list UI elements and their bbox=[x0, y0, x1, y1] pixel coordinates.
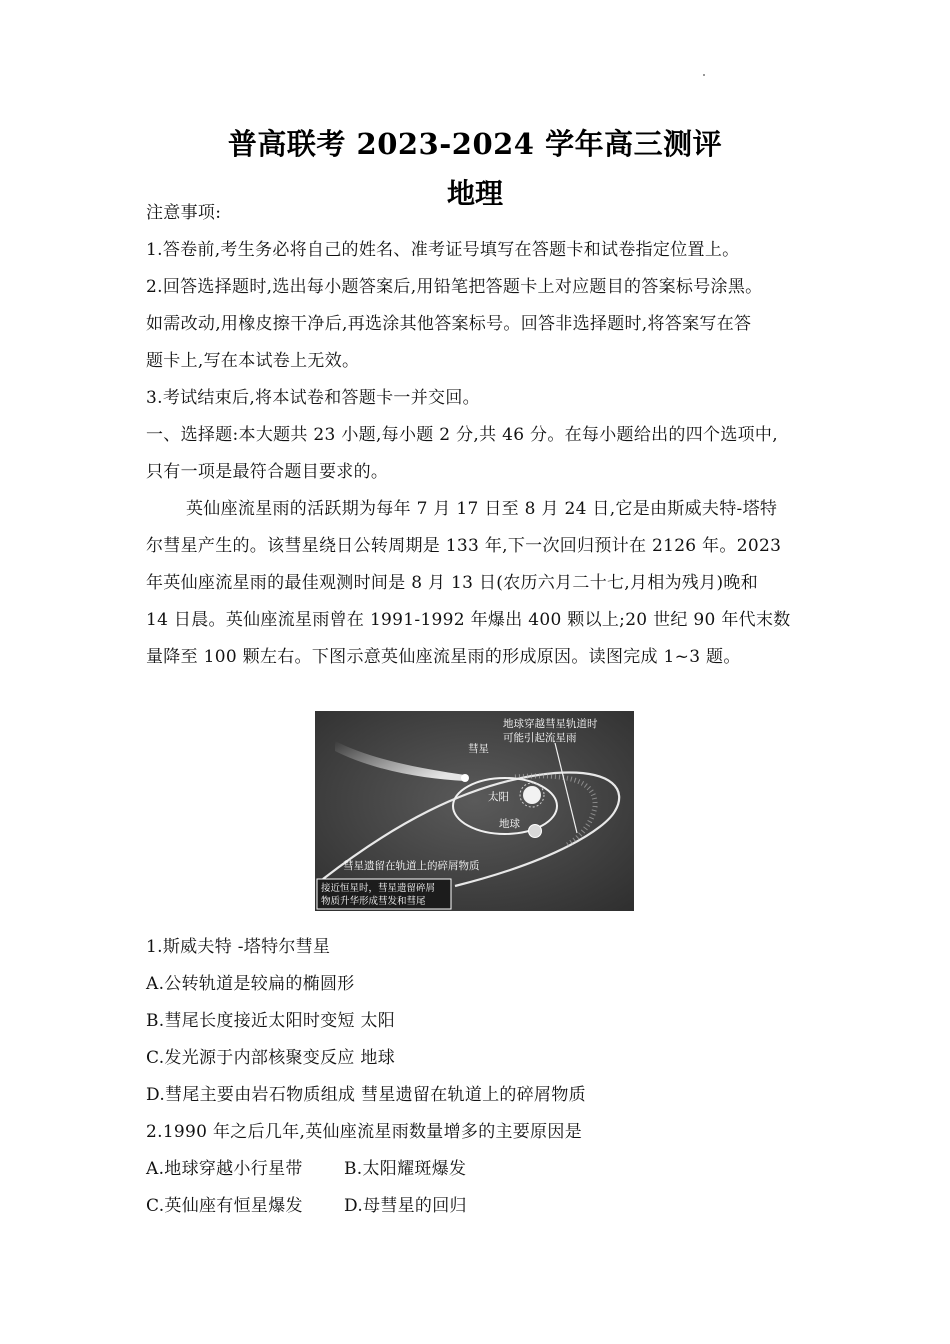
section-instruction: 一、选择题:本大题共 23 小题,每小题 2 分,共 46 分。在每小题给出的四个选项中, bbox=[146, 425, 778, 445]
exam-title: 普高联考 2023-2024 学年高三测评 bbox=[227, 127, 723, 161]
question-2-option-c: C.英仙座有恒星爆发 bbox=[146, 1196, 303, 1216]
question-2-option-b: B.太阳耀斑爆发 bbox=[344, 1159, 467, 1179]
label-debris: 彗星遗留在轨道上的碎屑物质 bbox=[343, 860, 480, 872]
question-2-stem: 2.1990 年之后几年,英仙座流星雨数量增多的主要原因是 bbox=[146, 1122, 582, 1142]
notice-line: 3.考试结束后,将本试卷和答题卡一并交回。 bbox=[146, 388, 480, 408]
passage-line: 年英仙座流星雨的最佳观测时间是 8 月 13 日(农历六月二十七,月相为残月)晚和 bbox=[146, 573, 759, 593]
question-1-option-d: D.彗尾主要由岩石物质组成 彗星遗留在轨道上的碎屑物质 bbox=[146, 1085, 586, 1105]
question-1-option-c: C.发光源于内部核聚变反应 地球 bbox=[146, 1048, 396, 1068]
comet-head bbox=[461, 774, 469, 782]
earth-icon bbox=[529, 825, 542, 838]
scan-dot bbox=[703, 74, 705, 76]
label-earth: 地球 bbox=[499, 818, 520, 830]
notice-heading: 注意事项: bbox=[146, 203, 222, 223]
label-sun: 太阳 bbox=[488, 791, 509, 803]
section-instruction: 只有一项是最符合题目要求的。 bbox=[146, 462, 389, 482]
notice-line: 题卡上,写在本试卷上无效。 bbox=[146, 351, 360, 371]
notice-line: 1.答卷前,考生务必将自己的姓名、准考证号填写在答题卡和试卷指定位置上。 bbox=[146, 240, 740, 260]
passage-line: 尔彗星产生的。该彗星绕日公转周期是 133 年,下一次回归预计在 2126 年。2023 bbox=[146, 536, 782, 556]
passage-line: 14 日晨。英仙座流星雨曾在 1991-1992 年爆出 400 颗以上;20 世纪 90 年代末数 bbox=[146, 610, 791, 630]
label-note: 接近恒星时，彗星遗留碎屑 bbox=[321, 883, 436, 894]
question-2-option-a: A.地球穿越小行星带 bbox=[146, 1159, 303, 1179]
question-1-option-a: A.公转轨道是较扁的椭圆形 bbox=[146, 974, 355, 994]
notice-line: 2.回答选择题时,选出每小题答案后,用铅笔把答题卡上对应题目的答案标号涂黑。 bbox=[146, 277, 763, 297]
passage-line: 英仙座流星雨的活跃期为每年 7 月 17 日至 8 月 24 日,它是由斯威夫特-塔特 bbox=[186, 499, 778, 519]
label-note: 物质升华形成彗发和彗尾 bbox=[321, 896, 426, 907]
label-crossing: 地球穿越彗星轨道时 bbox=[503, 718, 598, 730]
meteor-shower-diagram bbox=[315, 711, 634, 911]
subject-title: 地理 bbox=[446, 177, 503, 210]
notice-line: 如需改动,用橡皮擦干净后,再选涂其他答案标号。回答非选择题时,将答案写在答 bbox=[146, 314, 752, 334]
label-crossing: 可能引起流星雨 bbox=[503, 732, 577, 744]
question-1-stem: 1.斯威夫特 -塔特尔彗星 bbox=[146, 937, 331, 957]
question-2-option-d: D.母彗星的回归 bbox=[344, 1196, 467, 1216]
label-comet: 彗星 bbox=[468, 743, 489, 755]
passage-line: 量降至 100 颗左右。下图示意英仙座流星雨的形成原因。读图完成 1~3 题。 bbox=[146, 647, 741, 667]
question-1-option-b: B.彗尾长度接近太阳时变短 太阳 bbox=[146, 1011, 396, 1031]
